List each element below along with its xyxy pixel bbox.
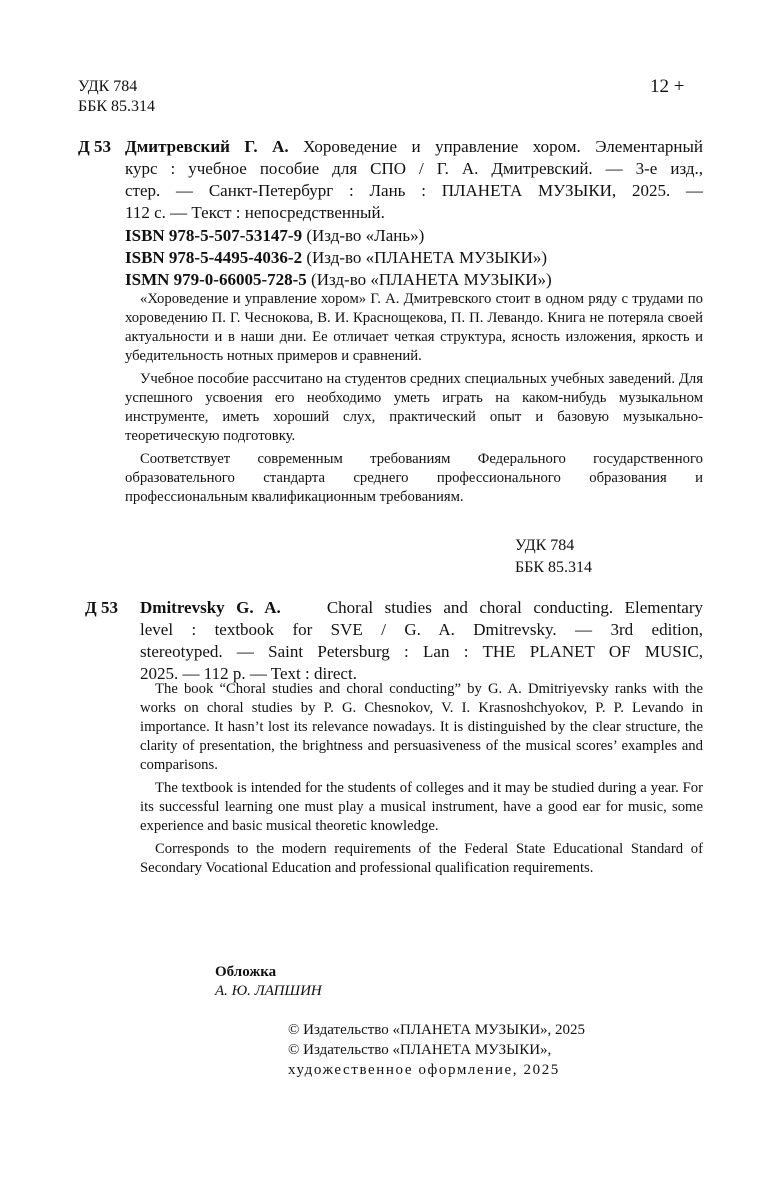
copyright-line: художественное оформление, 2025 <box>288 1062 560 1078</box>
isbn-list <box>125 225 552 291</box>
ismn-item <box>125 269 552 291</box>
annotation-paragraph: Соответствует современным требованиям Федерального государственного образовательного стандарта среднего профессионального образования и профессиональным квалификационным требованиям. <box>125 451 703 505</box>
header-classification <box>78 77 155 117</box>
cover-artist: А. Ю. ЛАПШИН <box>215 983 322 999</box>
udk-code: УДК 784 <box>78 78 138 95</box>
bib-line-ru: Хороведение и управление хором. Элементарный <box>303 137 704 156</box>
isbn-publisher: (Изд-во «ПЛАНЕТА МУЗЫКИ») <box>302 248 548 267</box>
bibliographic-record-ru <box>78 136 703 224</box>
bib-line-ru: курс : учебное пособие для СПО / Г. А. Дмитревский. — 3-е изд., <box>125 159 703 178</box>
copyright-line: © Издательство «ПЛАНЕТА МУЗЫКИ», 2025 <box>288 1022 586 1038</box>
author-ru: Дмитревский Г. А. <box>125 137 289 156</box>
ismn-publisher: (Изд-во «ПЛАНЕТА МУЗЫКИ») <box>306 270 552 289</box>
cover-credit <box>215 963 322 1001</box>
bib-line-ru: 112 с. — Текст : непосредственный. <box>125 203 385 222</box>
udk-code: УДК 784 <box>515 537 575 554</box>
isbn-code: ISBN 978-5-4495-4036-2 <box>125 248 303 267</box>
ismn-code: ISMN 979-0-66005-728-5 <box>125 270 307 289</box>
copyright-line: © Издательство «ПЛАНЕТА МУЗЫКИ», <box>288 1042 552 1058</box>
isbn-code: ISBN 978-5-507-53147-9 <box>125 226 303 245</box>
bib-line-ru: стер. — Санкт-Петербург : Лань : ПЛАНЕТА МУЗЫКИ, 2025. — <box>125 181 703 200</box>
bib-line-en: level : textbook for SVE / G. A. Dmitrevsky. — 3rd edition, <box>140 620 703 639</box>
bibliographic-record-en <box>85 597 703 685</box>
bib-code-ru: Д 53 <box>78 137 111 156</box>
annotation-en <box>140 680 703 882</box>
bib-line-en: 2025. — 112 p. — Text : direct. <box>140 664 357 683</box>
annotation-paragraph: The book “Choral studies and choral conducting” by G. A. Dmitriyevsky ranks with the works on choral studies by P. G. Chesnokov, V. I. Krasnoshchyokov, P. P. Levando in importance. It hasn’t lost its relevance nowadays. It is distinguished by the clear structure, the clarity of presentation, the brightness and persuasiveness of the musical scores’ examples and comparisons. <box>140 681 703 773</box>
bib-line-en: Choral studies and choral conducting. Elementary <box>326 598 704 617</box>
author-en: Dmitrevsky G. A. <box>140 598 281 617</box>
cover-label: Обложка <box>215 964 277 980</box>
age-rating: 12 + <box>650 76 685 97</box>
annotation-paragraph: The textbook is intended for the students of colleges and it may be studied during a year. For its successful learning one must play a musical instrument, have a good ear for music, some experience and basic musical theoretic knowledge. <box>140 780 703 834</box>
bib-line-en: stereotyped. — Saint Petersburg : Lan : THE PLANET OF MUSIC, <box>140 642 703 661</box>
isbn-item <box>125 225 552 247</box>
copyright-block <box>288 1020 585 1080</box>
isbn-publisher: (Изд-во «Лань») <box>302 226 425 245</box>
bbk-code: ББК 85.314 <box>515 559 593 576</box>
annotation-paragraph: «Хороведение и управление хором» Г. А. Дмитревского стоит в одном ряду с трудами по хороведению П. Г. Чеснокова, В. И. Краснощекова, П. П. Левандо. Книга не потеряла своей актуальности и в наши дни. Ее отличает четкая структура, ясность изложения, яркость и убедительность нотных примеров и сравнений. <box>125 291 703 364</box>
bbk-code: ББК 85.314 <box>78 98 156 115</box>
isbn-item <box>125 247 552 269</box>
annotation-ru <box>125 290 703 511</box>
annotation-paragraph: Corresponds to the modern requirements of the Federal State Educational Standard of Secondary Vocational Education and professional qualification requirements. <box>140 841 703 876</box>
bib-code-en: Д 53 <box>85 598 118 617</box>
classification-mid <box>515 535 592 579</box>
annotation-paragraph: Учебное пособие рассчитано на студентов средних специальных учебных заведений. Для успешного усвоения его необходимо уметь играть на каком-нибудь музыкальном инструменте, иметь хороший слух, практический опыт и базовую музыкально-теоретическую подготовку. <box>125 371 703 444</box>
